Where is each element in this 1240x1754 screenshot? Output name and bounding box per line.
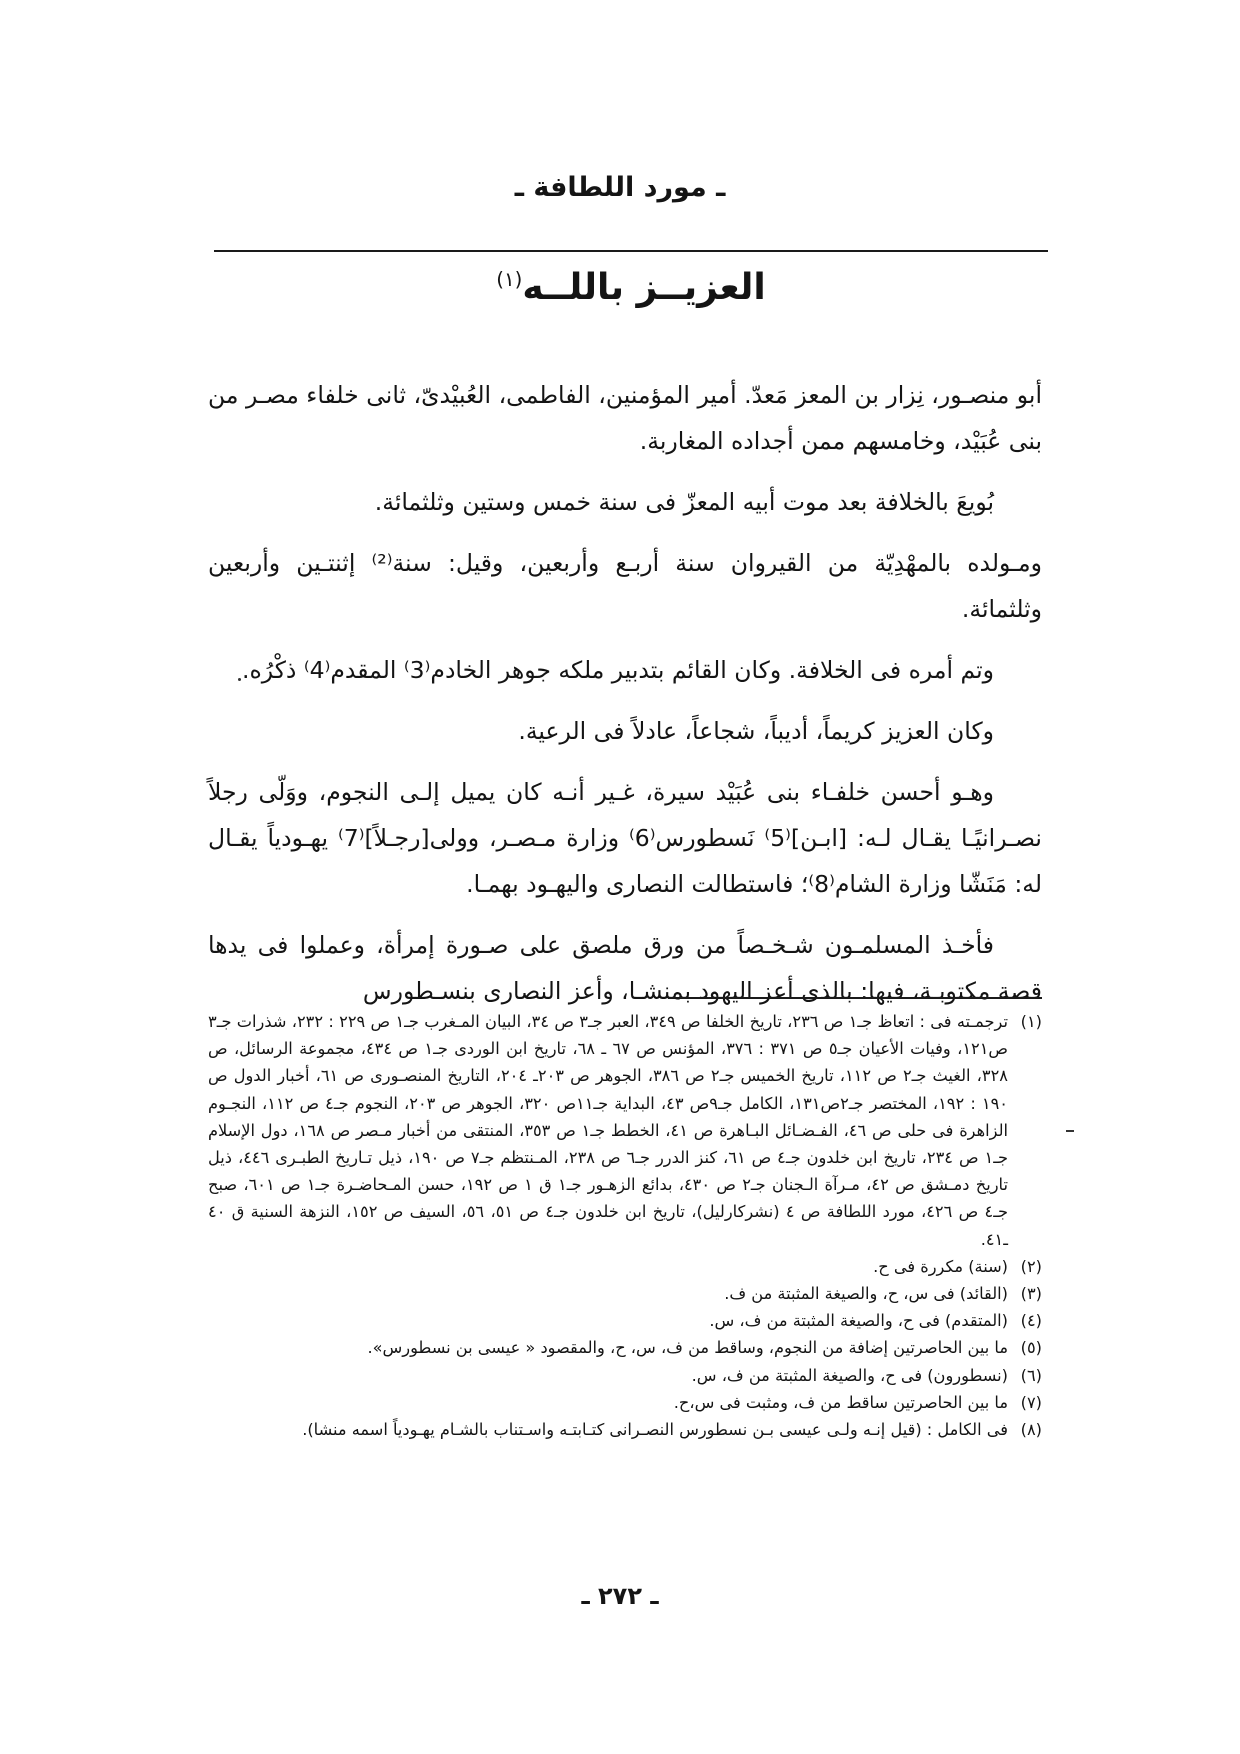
- footnote: [208, 1334, 1042, 1361]
- footnote-number: (٦): [1020, 1365, 1042, 1385]
- footnote-number: (٣): [1020, 1284, 1042, 1304]
- header-divider: [214, 250, 1048, 252]
- page-number: ـ ٢٧٢ ـ: [581, 1582, 659, 1610]
- footnote-text: فى الكامل : (قيل إنـه ولـى عيسى بـن نسطورس النصـرانى كتـابتـه واسـتناب بالشـام يهـودياً اسمه منشا).: [302, 1420, 1008, 1440]
- footnote-text: ما بين الحاصرتين إضافة من النجوم، وساقط من ف، س، ح، والمقصود « عيسى بن نسطورس».: [367, 1338, 1008, 1358]
- footnote-text: (القائد) فى س، ح، والصيغة المثبتة من ف.: [724, 1284, 1008, 1304]
- footnote-text: (نسطورون) فى ح، والصيغة المثبتة من ف، س.: [691, 1365, 1008, 1385]
- footnote-number: (٤): [1020, 1311, 1042, 1331]
- running-header: ـ مورد اللطافة ـ: [514, 172, 726, 203]
- paragraph: وتم أمره فى الخلافة. وكان القائم بتدبير ملكه جوهر الخادم⁽3⁾ المقدم⁽4⁾ ذكْرُه.: [242, 656, 994, 684]
- scan-artifact: [238, 678, 241, 681]
- paragraph: ومـولده بالمهْدِيّة من القيروان سنة أربـع وأربعين، وقيل: سنة⁽²⁾ إثنتـين وأربعين وثلثمائة.: [208, 549, 1042, 623]
- footnotes: [208, 1008, 1042, 1443]
- paragraph: فأخـذ المسلمـون شـخـصاً من ورق ملصق على صـورة إمرأة، وعملوا فى يدها قصة مكتوبـة، فيها: بالذى أعز اليهود بمنشـا، وأعز النصارى بنسـطورس: [208, 931, 1042, 1005]
- chapter-title: [214, 262, 1048, 314]
- footnote-number: (٢): [1020, 1256, 1042, 1276]
- paragraph: بُويعَ بالخلافة بعد موت أبيه المعزّ فى سنة خمس وستين وثلثمائة.: [374, 488, 994, 516]
- footnote-number: (٧): [1020, 1392, 1042, 1412]
- body-text: [208, 372, 1042, 1029]
- chapter-title-text: العزيــز باللــه: [522, 267, 766, 308]
- footnote: [208, 1362, 1042, 1389]
- footnote-text: (سنة) مكررة فى ح.: [873, 1256, 1008, 1276]
- paragraph: وكان العزيز كريماً، أديباً، شجاعاً، عادلاً فى الرعية.: [518, 717, 994, 745]
- footnote-number: (٥): [1020, 1338, 1042, 1358]
- footnote: [208, 1253, 1042, 1280]
- scan-artifact: [1066, 1130, 1074, 1132]
- footnote: [208, 1307, 1042, 1334]
- footnote-text: ترجمـته فى : اتعاظ جـ١ ص ٢٣٦، تاريخ الخلفا ص ٣٤٩، العبر جـ٣ ص ٣٤، البيان المـغرب جـ١ ص ٢٢٩ : ٢٣٢، شذرات جـ٣ ص١٢١، وفيات الأعيان جـ٥ ص ٣٧١ : ٣٧٦، المؤنس ص ٦٧ ـ ٦٨، تاريخ ابن الوردى جـ١ ص ٤٣٤، مجموعة الرسائل، ص ٣٢٨، الغيث جـ٢ ص ١١٢، تاريخ الخميس جـ٢ ص ٣٨٦، الجوهر ص ٢٠٣ـ ٢٠٤، التاريخ المنصـورى ص ٦١، أخبار الدول ص ١٩٠ : ١٩٢، المختصر جـ٢ص١٣١، الكامل جـ٩ص ٤٣، البداية جـ١١ص ٣٢٠، الجوهر ص ٢٠٣، النجوم جـ٤ ص ١١٢، النجـوم الزاهرة فى حلى ص ٤٦، الفـضـائل البـاهرة ص ٤١، الخطط جـ١ ص ٣٥٣، المنتقى من أخبار مـصر ص ١٦٨، دول الإسلام جـ١ ص ٢٣٤، تاريخ ابن خلدون جـ٤ ص ٦١، كنز الدرر جـ٦ ص ٢٣٨، المـنتظم جـ٧ ص ١٩٠، ذيل تـاريخ الطبـرى ٤٤٦، ذيل تاريخ دمـشق ص ٤٢، مـرآة الـجنان جـ٢ ص ٤٣٠، بدائع الزهـور جـ١ ق ١ ص ١٩٢، حسن المـحاضـرة جـ١ ص ٦٠١، صبح جـ٤ ص ٤٢٦، مورد اللطافة ص ٤ (نشركارليل)، تاريخ ابن خلدون جـ٤ ص ٥١، ٥٦، السيف ص ١٥٢، النزهة السنية ق ٤٠ ـ٤١.: [208, 1012, 1009, 1249]
- chapter-title-footnote-ref: (١): [496, 268, 523, 291]
- paragraph: وهـو أحسن خلفـاء بنى عُبَيْد سيرة، غـير أنـه كان يميل إلـى النجوم، ووَلّى رجلاً نصـرانيًـا يقـال لـه: [ابـن]⁽5⁾ نَسطورس⁽6⁾ وزارة مـصـر، وولى[رجـلاً]⁽7⁾ يهـودياً يقـال له: مَنَشّا وزارة الشام⁽8⁾؛ فاستطالت النصارى واليهـود بهمـا.: [208, 778, 1042, 898]
- footnote: [208, 1008, 1042, 1253]
- footnote-number: (١): [1020, 1012, 1042, 1031]
- footnote-text: ما بين الحاصرتين ساقط من ف، ومثبت فى س،ح.: [673, 1392, 1008, 1412]
- paragraph: أبو منصـور، نِزار بن المعز مَعدّ. أمير المؤمنين، الفاطمى، العُبيْدىّ، ثانى خلفاء مصـر من بنى عُبَيْد، وخامسهم ممن أجداده المغاربة.: [208, 381, 1042, 455]
- footnote: [208, 1416, 1042, 1443]
- footnote: [208, 1280, 1042, 1307]
- footnote: [208, 1389, 1042, 1416]
- footnote-number: (٨): [1020, 1420, 1042, 1440]
- footnote-text: (المتقدم) فى ح، والصيغة المثبتة من ف، س.: [709, 1311, 1008, 1331]
- footnote-divider: [668, 997, 1042, 999]
